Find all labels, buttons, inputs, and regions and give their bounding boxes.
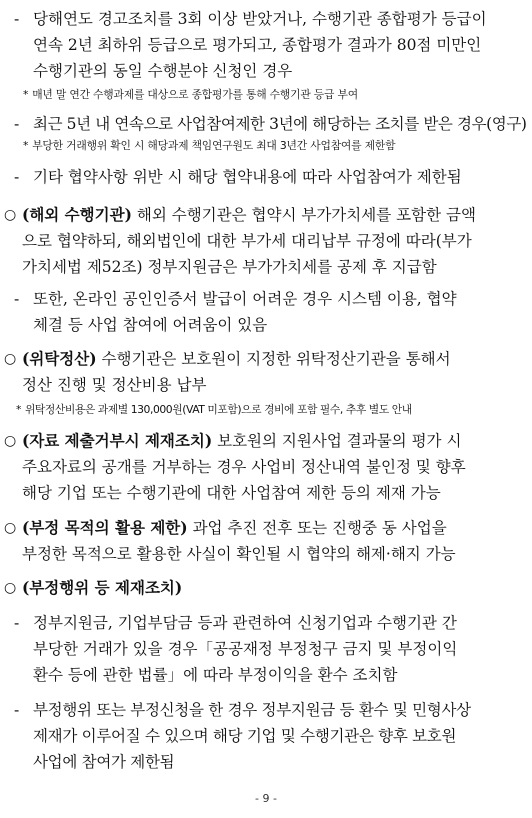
dash-bullet: -: [14, 168, 20, 186]
section-title: (부정 목적의 활용 제한): [22, 518, 188, 537]
dash-bullet: -: [14, 115, 20, 133]
section-title: (위탁정산): [22, 349, 97, 368]
circle-bullet: ○: [4, 580, 17, 596]
section-fraud-sanction: [22, 575, 522, 601]
text-line: 최근 5년 내 연속으로 사업참여제한 3년에 해당하는 조치를 받은 경우(영구): [33, 115, 527, 133]
section-refusal-sanction: [22, 428, 522, 506]
text-line: 사업에 참여가 제한됨: [33, 753, 175, 771]
text-line: 기타 협약사항 위반 시 해당 협약내용에 따라 사업참여가 제한됨: [33, 168, 462, 186]
note-n1: [23, 86, 523, 104]
text-line: 체결 등 사업 참여에 어려움이 있음: [33, 316, 268, 334]
page-number: - 9 -: [255, 792, 277, 805]
text-line: 수행기관은 보호원이 지정한 위탁정산기관을 통해서: [101, 350, 451, 368]
paragraph-d1: [33, 6, 523, 84]
text-line: 또한, 온라인 공인인증서 발급이 어려운 경우 시스템 이용, 협약: [33, 290, 457, 308]
paragraph-d4: [33, 286, 523, 338]
text-line: 과업 추진 전후 또는 진행중 동 사업을: [192, 519, 447, 537]
paragraph-d2: [33, 111, 531, 137]
circle-bullet: ○: [4, 207, 17, 223]
note-n3: [16, 401, 530, 419]
note-star: *: [23, 139, 29, 152]
text-line: 정산 진행 및 정산비용 납부: [22, 376, 207, 394]
note-star: *: [16, 403, 21, 416]
text-line: 보호원의 지원사업 결과물의 평가 시: [217, 432, 462, 450]
text-line: 주요자료의 공개를 거부하는 경우 사업비 정산내역 불인정 및 향후: [22, 458, 466, 476]
note-text: 부당한 거래행위 확인 시 해당과제 책임연구원도 최대 3년간 사업참여를 제한함: [32, 139, 396, 152]
text-line: 가치세법 제52조) 정부지원금은 부가가치세를 공제 후 지급함: [22, 258, 437, 276]
dash-bullet: -: [14, 10, 20, 28]
dash-bullet: -: [14, 701, 20, 719]
text-line: 부당한 거래가 있을 경우「공공재정 부정청구 금지 및 부정이익: [33, 640, 458, 658]
text-line: 해당 기업 또는 수행기관에 대한 사업참여 제한 등의 제재 가능: [22, 484, 441, 502]
text-line: 당해연도 경고조치를 3회 이상 받았거나, 수행기관 종합평가 등급이: [33, 10, 487, 28]
section-misuse-limit: [22, 515, 522, 567]
circle-bullet: ○: [4, 433, 17, 449]
text-line: 수행기관의 동일 수행분야 신청인 경우: [33, 62, 293, 80]
text-line: 환수 등에 관한 법률」에 따라 부정이익을 환수 조치함: [33, 666, 398, 684]
paragraph-d5: [33, 610, 523, 688]
text-line: 으로 협약하되, 해외법인에 대한 부가세 대리납부 규정에 따라(부가: [22, 232, 472, 250]
section-title: (해외 수행기관): [22, 205, 132, 224]
section-overseas: [22, 202, 522, 280]
text-line: 부정한 목적으로 활용한 사실이 확인될 시 협약의 해제·해지 가능: [22, 545, 456, 563]
note-star: *: [23, 88, 29, 101]
circle-bullet: ○: [4, 351, 17, 367]
dash-bullet: -: [14, 290, 20, 308]
section-settlement: [22, 346, 522, 398]
text-line: 제재가 이루어질 수 있으며 해당 기업 및 수행기관은 향후 보호원: [33, 727, 457, 745]
paragraph-d6: [33, 697, 528, 775]
note-text: 매년 말 연간 수행과제를 대상으로 종합평가를 통해 수행기관 등급 부여: [32, 88, 358, 101]
text-line: 해외 수행기관은 협약시 부가가치세를 포함한 금액: [136, 206, 476, 224]
text-line: 연속 2년 최하위 등급으로 평가되고, 종합평가 결과가 80점 미만인: [33, 36, 482, 54]
circle-bullet: ○: [4, 520, 17, 536]
text-line: 부정행위 또는 부정신청을 한 경우 정부지원금 등 환수 및 민형사상: [33, 701, 471, 719]
dash-bullet: -: [14, 614, 20, 632]
section-title: (자료 제출거부시 제재조치): [22, 431, 213, 450]
text-line: 정부지원금, 기업부담금 등과 관련하여 신청기업과 수행기관 간: [33, 614, 457, 632]
section-title: (부정행위 등 제재조치): [22, 578, 183, 597]
note-n2: [23, 137, 528, 155]
note-text: 위탁정산비용은 과제별 130,000원(VAT 미포함)으로 경비에 포함 필수, 추후 별도 안내: [24, 403, 412, 416]
paragraph-d3: [33, 164, 523, 190]
